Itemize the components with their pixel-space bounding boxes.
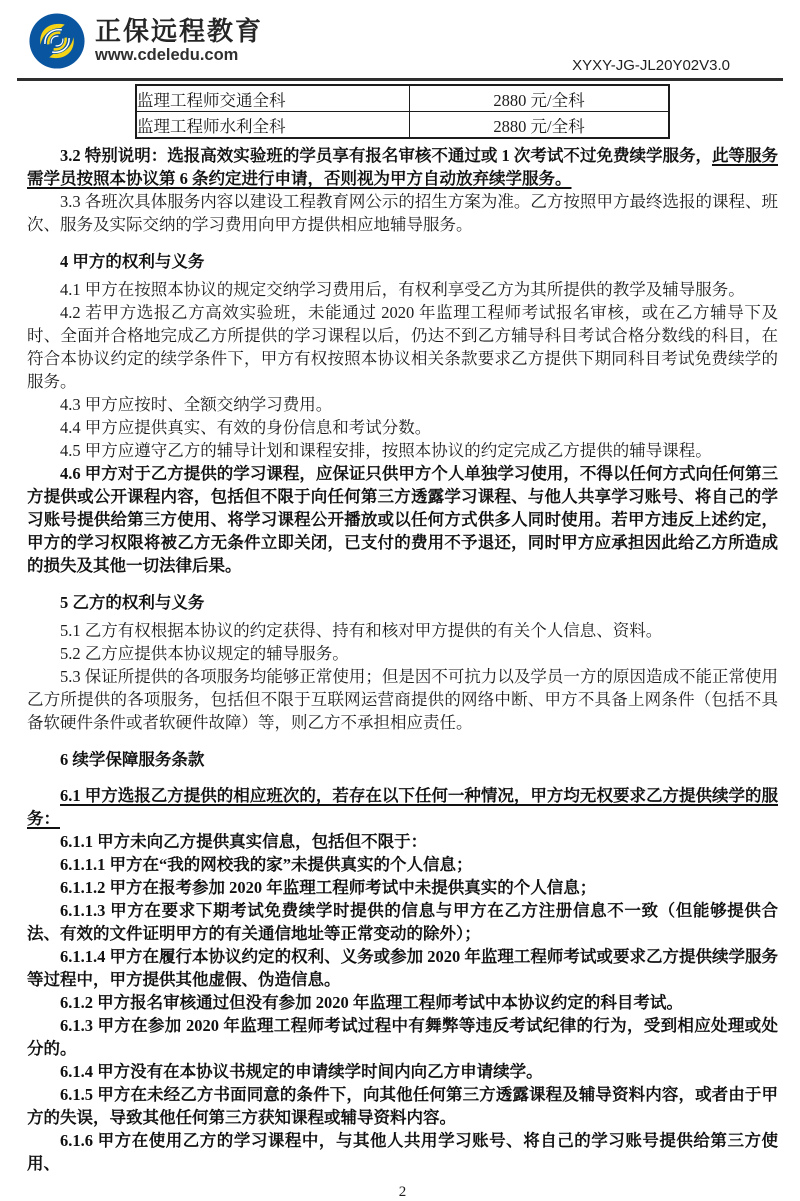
clause-4-6: 4.6 甲方对于乙方提供的学习课程，应保证只供甲方个人单独学习使用，不得以任何方式向任何第三方提供或公开课程内容，包括但不限于向任何第三方透露学习课程、与他人共享学习账号、将自己的学习账号提供给第三方使用、将学习课程公开播放或以任何方式供多人同时使用。若甲方违反上述约定，甲方的学习权限将被乙方无条件立即关闭，已支付的费用不予退还，同时甲方应承担因此给乙方所造成的损失及其他一切法律后果。 [27, 464, 778, 575]
clause-4-4: 4.4 甲方应提供真实、有效的身份信息和考试分数。 [60, 418, 432, 437]
clause-5-2: 5.2 乙方应提供本协议规定的辅导服务。 [60, 644, 349, 663]
header-rule [17, 78, 783, 81]
clause-3-2-underlined: 此等服务需学员按照本协议第 6 条约定进行申请，否则视为甲方自动放弃续学服务。 [27, 146, 779, 188]
clause-6-1-2: 6.1.2 甲方报名审核通过但没有参加 2020 年监理工程师考试中本协议约定的科目考试。 [60, 993, 683, 1012]
clause-4-1: 4.1 甲方在按照本协议的规定交纳学习费用后，有权利享受乙方为其所提供的教学及辅导服务。 [60, 280, 745, 299]
clause-6-1-5: 6.1.5 甲方在未经乙方书面同意的条件下，向其他任何第三方透露课程及辅导资料内容，或者由于甲方的失误，导致其他任何第三方获知课程或辅导资料内容。 [27, 1085, 778, 1127]
clause-4-2: 4.2 若甲方选报乙方高效实验班，未能通过 2020 年监理工程师考试报名审核，或在乙方辅导下及时、全面并合格地完成乙方所提供的学习课程以后，仍达不到乙方辅导科目考试合格分数线的科目，在符合本协议约定的续学条件下，甲方有权按照本协议相关条款要求乙方提供下期同科目考试免费续学的服务。 [27, 303, 778, 391]
section-heading-4: 4 甲方的权利与义务 [60, 252, 205, 271]
clause-5-1: 5.1 乙方有权根据本协议的约定获得、持有和核对甲方提供的有关个人信息、资料。 [60, 621, 663, 640]
clause-6-1-1-1: 6.1.1.1 甲方在“我的网校我的家”未提供真实的个人信息； [60, 855, 473, 874]
clause-3-2-lead: 3.2 特别说明：选报高效实验班的学员享有报名审核不通过或 1 次考试不过免费续学服务， [60, 146, 712, 165]
section-heading-6: 6 续学保障服务条款 [60, 750, 205, 769]
page-header [0, 0, 800, 81]
page-number: 2 [398, 1184, 407, 1200]
clause-6-1-1-2: 6.1.1.2 甲方在报考参加 2020 年监理工程师考试中未提供真实的个人信息； [60, 878, 597, 897]
clause-6-1: 6.1 甲方选报乙方提供的相应班次的，若存在以下任何一种情况，甲方均无权要求乙方提供续学的服务： [27, 786, 778, 828]
clause-3-2 [27, 144, 778, 190]
price-cell: 2880 元/全科 [410, 112, 670, 139]
course-cell: 监理工程师水利全科 [136, 112, 410, 139]
price-cell: 2880 元/全科 [410, 85, 670, 112]
clause-6-1-6: 6.1.6 甲方在使用乙方的学习课程中，与其他人共用学习账号、将自己的学习账号提供给第三方使用、 [27, 1131, 778, 1173]
table-row [136, 112, 669, 139]
price-table [135, 84, 670, 139]
clause-4-5: 4.5 甲方应遵守乙方的辅导计划和课程安排，按照本协议的约定完成乙方提供的辅导课程。 [60, 441, 712, 460]
brand-site: www.cdeledu.com [95, 45, 239, 64]
brand-swirl-icon [28, 12, 86, 70]
clause-6-1-4: 6.1.4 甲方没有在本协议书规定的申请续学时间内向乙方申请续学。 [60, 1062, 543, 1081]
clause-6-1-3: 6.1.3 甲方在参加 2020 年监理工程师考试过程中有舞弊等违反考试纪律的行为，受到相应处理或处分的。 [27, 1016, 778, 1058]
brand-logo [28, 12, 263, 70]
brand-name: 正保远程教育 [95, 15, 264, 46]
clause-6-1-1-3: 6.1.1.3 甲方在要求下期考试免费续学时提供的信息与甲方在乙方注册信息不一致（但能够提供合法、有效的文件证明甲方的有关通信地址等正常变动的除外）； [27, 901, 778, 943]
section-heading-5: 5 乙方的权利与义务 [60, 593, 205, 612]
table-row [136, 85, 669, 112]
doc-code: XYXY-JG-JL20Y02V3.0 [572, 57, 730, 74]
clause-4-3: 4.3 甲方应按时、全额交纳学习费用。 [60, 395, 333, 414]
document-body [0, 81, 800, 1201]
clause-6-1-1-4: 6.1.1.4 甲方在履行本协议约定的权利、义务或参加 2020 年监理工程师考试或要求乙方提供续学服务等过程中，甲方提供其他虚假、伪造信息。 [27, 947, 778, 989]
clause-6-1-1: 6.1.1 甲方未向乙方提供真实信息，包括但不限于： [60, 832, 428, 851]
clause-5-3: 5.3 保证所提供的各项服务均能够正常使用；但是因不可抗力以及学员一方的原因造成不能正常使用乙方所提供的各项服务，包括但不限于互联网运营商提供的网络中断、甲方不具备上网条件（包括不具备软硬件条件或者软硬件故障）等，则乙方不承担相应责任。 [27, 667, 778, 732]
course-cell: 监理工程师交通全科 [136, 85, 410, 112]
clause-3-3: 3.3 各班次具体服务内容以建设工程教育网公示的招生方案为准。乙方按照甲方最终选报的课程、班次、服务及实际交纳的学习费用向甲方提供相应地辅导服务。 [27, 192, 778, 234]
